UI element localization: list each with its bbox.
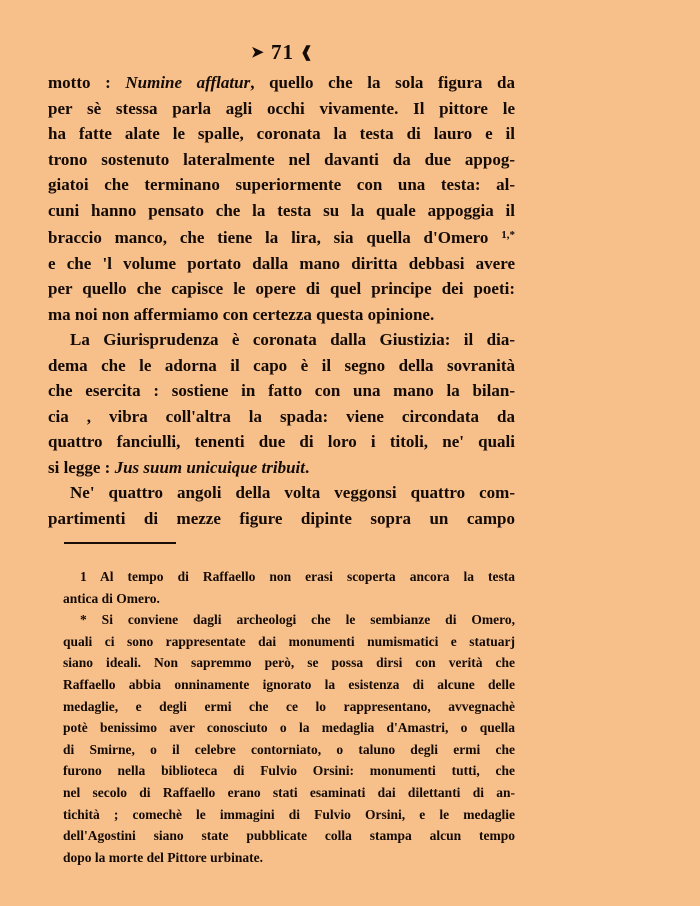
text-line: Ne' quattro angoli della volta veggonsi quattro com- bbox=[70, 483, 515, 502]
text-line: La Giurisprudenza è coronata dalla Giustizia: il dia- bbox=[70, 330, 515, 349]
text-line: ma noi non affermiamo con certezza questa opinione. bbox=[48, 304, 435, 324]
footnote-line: Raffaello abbia onninamente ignorato la esistenza di alcune delle bbox=[63, 676, 515, 692]
text-line: per quello che capisce le opere di quel principe dei poeti: bbox=[48, 279, 515, 298]
footnote-line: furono nella biblioteca di Fulvio Orsini: monumenti tutti, che bbox=[63, 763, 515, 779]
text-line: cia , vibra coll'altra la spada: viene circondata da bbox=[48, 406, 515, 426]
page-number: 71 bbox=[271, 40, 294, 64]
text-line bbox=[48, 223, 515, 251]
footnote-line: siano ideali. Non sapremmo però, se possa dirsi con verità che bbox=[63, 655, 515, 671]
italic-motto: Numine afflatur bbox=[125, 73, 251, 92]
text-line: giatoi che terminano superiormente con una testa: al- bbox=[48, 175, 515, 194]
footnote-line: 1 Al tempo di Raffaello non erasi scoperta ancora la testa bbox=[80, 569, 515, 584]
footnote-line: potè benissimo aver conosciuto o la medaglia d'Amastri, o quella bbox=[63, 720, 515, 736]
text-line: ha fatte alate le spalle, coronata la testa di lauro e il bbox=[48, 124, 515, 143]
page-header bbox=[0, 40, 565, 65]
italic-motto: Jus suum unicuique tribuit bbox=[114, 457, 305, 477]
text-line: che esercita : sostiene in fatto con una mano la bilan- bbox=[48, 381, 515, 400]
right-ornament-icon: ❰ bbox=[300, 45, 314, 61]
text-line-content: braccio manco, che tiene la lira, sia quella d'Omero bbox=[48, 228, 489, 247]
main-text bbox=[48, 70, 515, 531]
footnote-line: medaglie, e degli ermi che ce lo rappresentano, avvegnachè bbox=[63, 698, 515, 714]
text-line: dema che le adorna il capo è il segno della sovranità bbox=[48, 355, 515, 375]
text-line: motto : Numine afflatur, quello che la sola figura da bbox=[48, 73, 515, 92]
footnote-reference: 1,* bbox=[501, 229, 515, 241]
text-line: partimenti di mezze figure dipinte sopra un campo bbox=[48, 508, 515, 528]
text-line: cuni hanno pensato che la testa su la quale appoggia il bbox=[48, 200, 515, 220]
text-line: quattro fanciulli, tenenti due di loro i titoli, ne' quali bbox=[48, 432, 515, 451]
left-ornament-icon: ➤ bbox=[251, 45, 265, 61]
footnote-line: * Si conviene dagli archeologi che le sembianze di Omero, bbox=[80, 612, 515, 628]
text-line: trono sostenuto lateralmente nel davanti da due appog- bbox=[48, 149, 515, 169]
footnotes bbox=[63, 566, 515, 868]
footnote-line: nel secolo di Raffaello erano stati esaminati dai dilettanti di an- bbox=[63, 784, 515, 800]
text-line: e che 'l volume portato dalla mano diritta debbasi avere bbox=[48, 253, 515, 273]
footnote-divider bbox=[64, 542, 176, 544]
footnote-line: dell'Agostini siano state pubblicate colla stampa alcun tempo bbox=[63, 828, 515, 844]
text-line: si legge : Jus suum unicuique tribuit. bbox=[48, 457, 310, 477]
footnote-line: di Smirne, o il celebre contorniato, o taluno degli ermi che bbox=[63, 741, 515, 757]
text-line: per sè stessa parla agli occhi vivamente. Il pittore le bbox=[48, 98, 515, 118]
footnote-line: antica di Omero. bbox=[63, 590, 160, 606]
footnote-line: dopo la morte del Pittore urbinate. bbox=[63, 849, 263, 865]
footnote-line: quali ci sono rappresentate dai monumenti numismatici e statuarj bbox=[63, 633, 515, 649]
footnote-line: tichità ; comechè le immagini di Fulvio Orsini, e le medaglie bbox=[63, 806, 515, 822]
